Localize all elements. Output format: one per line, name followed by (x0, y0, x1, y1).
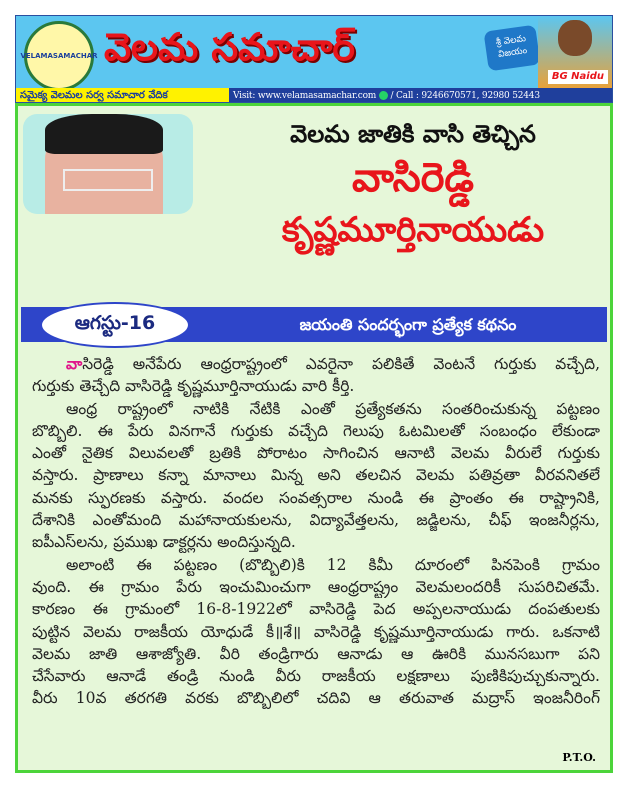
band-text: జయంతి సందర్భంగా ప్రత్యేక కథనం (299, 315, 517, 334)
pto-note: P.T.O. (562, 751, 596, 764)
phone-numbers: / Call : 9246670571, 92980 52443 (390, 91, 540, 101)
body-line: అలాంటి ఈ పట్టణం (బొబ్బిలి)కి 12 కిమీ దూరంలో పినపెంకి గ్రామం (66, 555, 600, 574)
article-body (32, 353, 600, 710)
body-line: వీరు 10వ తరగతి వరకు బొబ్బిలిలో చదివి ఆ తరువాత మద్రాస్ ఇంజనీరింగ్ (32, 689, 600, 708)
logo-text: VELAMASAMACHAR (20, 52, 98, 60)
body-line: బొబ్బిలి. ఈ పేరు వినగానే గుర్తుకు వచ్చేది గెలుపు ఓటమిలతో సంబంధం లేకుండా (32, 421, 600, 440)
contact-strip (229, 88, 613, 103)
body-line: వుంది. ఈ గ్రామం పేరు ఇంచుమించుగా ఆంధ్రరాష్ట్రం వెలమలందరికీ సుపరిచితమే. (32, 577, 600, 596)
tagline: సమైక్య వెలమల సర్వ సమాచార వేదిక (16, 88, 229, 103)
body-line: మనకు స్ఫురణకు వస్తారు. వందల సంవత్సరాల నుండి ఈ ప్రాంతం ఈ రాష్ట్రానికి, (32, 488, 600, 507)
body-line: కారణం ఈ గ్రామంలో 16-8-1922లో వాసిరెడ్డి పెద అప్పలనాయుడు దంపతులకు (32, 600, 600, 619)
body-line: దేశానికి ఎంతోమంది మహానాయకులను, విద్యావేత్తలను, జడ్జిలను, చీఫ్ ఇంజనీర్లను, (32, 511, 600, 530)
website-link[interactable]: Visit: www.velamasamachar.com (233, 91, 377, 101)
article-title-line1: వాసిరెడ్డి (351, 155, 475, 201)
masthead-banner (15, 15, 613, 103)
masthead-title: వెలమ సమాచార్ (104, 24, 355, 69)
body-line: చేసేవారు ఆనాడే తండ్రి నుండి వీరు రాజకీయ లక్షణాలు పుణికిపుచ్చుకున్నారు. (32, 667, 600, 686)
article-box (15, 103, 613, 773)
article-subtitle: వెలమ జాతికి వాసి తెచ్చిన (290, 120, 536, 148)
drop-cap: వా (66, 354, 83, 373)
body-line: గుర్తుకు తెచ్చేది వాసిరెడ్డి కృష్ణమూర్తినాయుడు వారి కీర్తి. (32, 377, 355, 396)
body-line: వస్తారు. ప్రాణాలు కన్నా మానాలు మిన్న అని తలచిన వెలమ పతివ్రతా వీరవనితలే (32, 466, 600, 485)
body-line: ఐపీఎస్‌లను, ప్రముఖ డాక్టర్లను అందిస్తున్నది. (32, 533, 296, 552)
article-title-line2: కృష్ణమూర్తినాయుడు (281, 210, 545, 250)
body-line: ఆంధ్ర రాష్ట్రంలో నాటికి నేటికి ఎంతో ప్రత్యేకతను సంతరించుకున్న పట్టణం (66, 399, 600, 418)
date-badge: ఆగస్టు-16 (40, 302, 190, 348)
body-line: పుట్టిన వెలమ రాజకీయ యోధుడే కీ॥శే॥ వాసిరెడ్డి కృష్ణమూర్తినాయుడు గారు. ఒకనాటి (32, 622, 600, 641)
whatsapp-icon (379, 91, 388, 100)
logo (20, 21, 98, 91)
person-name: BG Naidu (548, 70, 608, 84)
portrait-photo (23, 114, 193, 214)
badge: శ్రీ వెలమ విజయం (483, 25, 540, 72)
body-line: వెలమ జాతి ఆశాజ్యోతి. వీరి తండ్రిగారు ఆనాడు ఆ ఊరికి మునసబుగా పని (32, 644, 600, 663)
body-line: ఎంతో నైతిక విలువలతో బ్రతికి పోరాటం సాగించిన ఆనాటి వెలమ వీరులే గుర్తుకు (32, 444, 600, 463)
body-line: వాసిరెడ్డి అనేపేరు ఆంధ్రరాష్ట్రంలో ఎవరైనా పలికితే వెంటనే గుర్తుకు వచ్చేది, (66, 354, 600, 373)
